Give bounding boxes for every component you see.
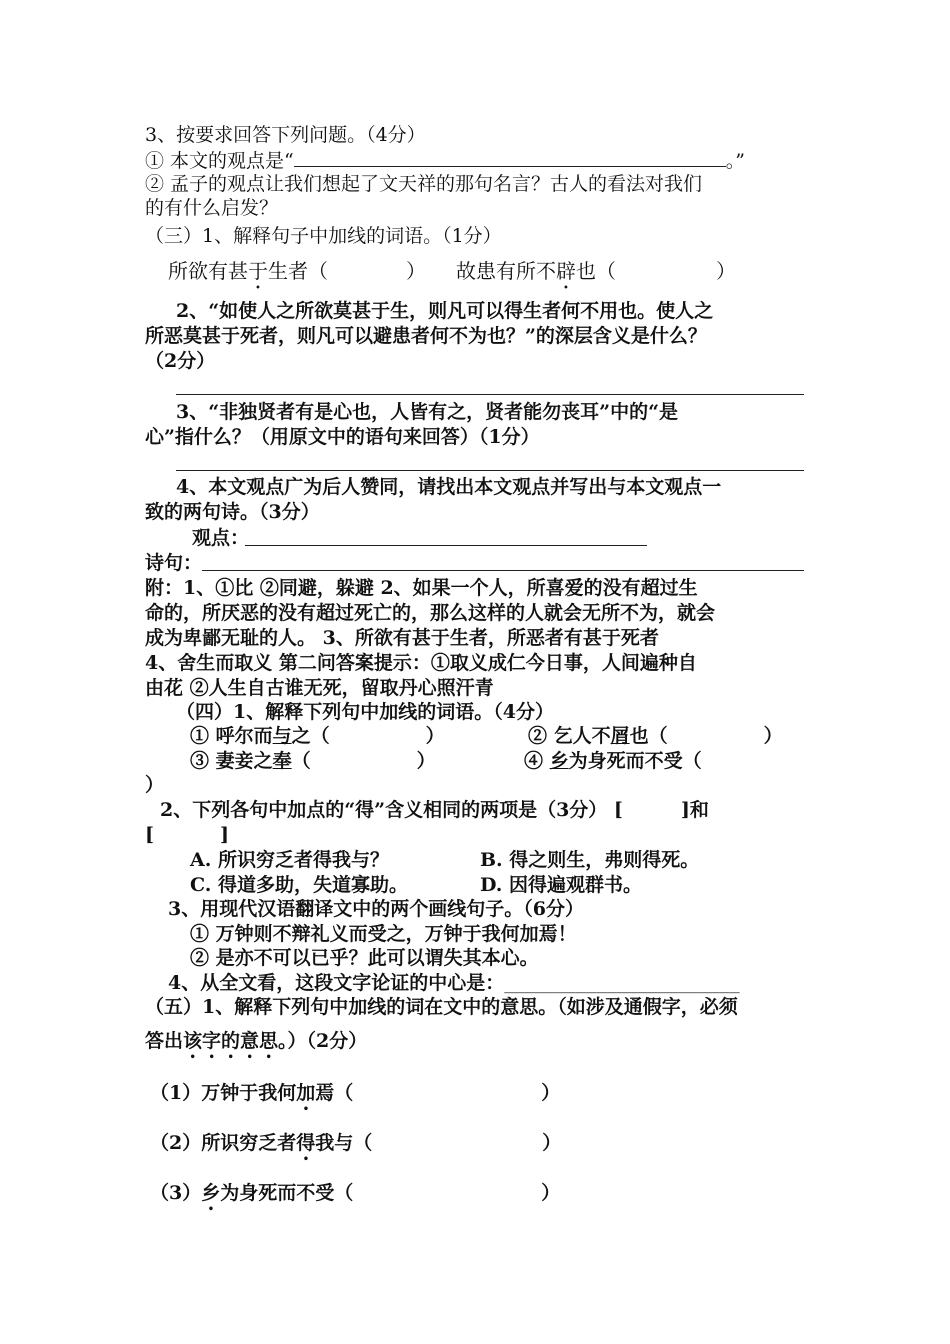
underlined-word: 屑 — [610, 725, 630, 747]
section-5-title-line2: 答出该字的意思。）（2分） — [145, 1030, 368, 1052]
section-3-q1-title: （三）1、解释句子中加线的词语。（1分） — [145, 225, 502, 247]
marked-word: 乡 — [201, 1182, 221, 1204]
section-3-q1-items: 所欲有甚于生者（ ） 故患有所不辟也（ ） — [168, 259, 736, 283]
answer-key-line1: 附：1、①比 ②同避，躲避 2、如果一个人，所喜爱的没有超过生 — [145, 577, 698, 599]
option-a: A. 所识穷乏者得我与？ — [190, 849, 389, 871]
section-3-q4-line1: 4、本文观点广为后人赞同，请找出本文观点并写出与本文观点一 — [176, 476, 722, 498]
section-4-q1-item-2: ② 乞人不屑也（ ） — [528, 725, 783, 747]
answer-key-line3: 成为卑鄙无耻的人。 3、所欲有甚于生者，所恶者有甚于死者 — [145, 627, 659, 649]
underlined-word: 乡 — [549, 750, 569, 772]
option-c: C. 得道多助，失道寡助。 — [190, 874, 409, 896]
answer-key-line5: 由花 ②人生自古谁无死，留取丹心照汗青 — [145, 677, 494, 699]
section-5-item-2: （2）所识穷乏者得我与（ ） — [150, 1132, 562, 1154]
section-4-q4: 4、从全文看，这段文字论证的中心是：_______________________ — [168, 972, 740, 994]
answer-blank[interactable] — [294, 150, 726, 167]
emphasized-text: 该字的意思 — [183, 1030, 279, 1052]
underlined-word: 与 — [272, 725, 292, 747]
section-4-q1-title: （四）1、解释下列句中加线的词语。（4分） — [176, 701, 554, 723]
answer-dashes[interactable]: _______________________ — [504, 974, 740, 994]
section-4-q3-sentence-2: ② 是亦不可以已乎？此可以谓失其本心。 — [190, 947, 539, 969]
section-3-q2-line2: 所恶莫甚于死者，则凡可以避患者何不为也？”的深层含义是什么？ — [145, 325, 707, 347]
viewpoint-answer-line[interactable] — [245, 545, 647, 546]
marked-word: 辟 — [556, 259, 576, 283]
section-3-q2-line3: （2分） — [145, 350, 216, 372]
section-4-q1-item-1: ① 呼尔而与之（ ） — [190, 725, 445, 747]
option-d: D. 因得遍观群书。 — [480, 874, 643, 896]
section-5-title-line1: （五）1、解释下列句中加线的词在文中的意思。（如涉及通假字，必须 — [145, 996, 738, 1018]
answer-key-line2: 命的，所厌恶的没有超过死亡的，那么这样的人就会无所不为，就会 — [145, 602, 716, 624]
section-5-item-1: （1）万钟于我何加焉（ ） — [150, 1082, 561, 1104]
section-4-q3-sentence-1: ① 万钟则不辩礼义而受之，万钟于我何加焉！ — [190, 923, 577, 945]
question-3-2-line2: 的有什么启发？ — [145, 197, 279, 219]
poem-label: 诗句： — [145, 552, 203, 574]
underlined-word: 奉 — [272, 750, 292, 772]
section-3-q2-line1: 2、“如使人之所欲莫甚于生，则凡可以得生者何不用也。使人之 — [176, 300, 714, 322]
question-3-1: ① 本文的观点是“ 。” — [145, 150, 745, 172]
marked-word: 加 — [296, 1082, 316, 1104]
option-b: B. 得之则生，弗则得死。 — [480, 849, 700, 871]
section-3-q3-line1: 3、“非独贤者有是心也，人皆有之，贤者能勿丧耳”中的“是 — [176, 401, 679, 423]
section-3-q3-line2: 心”指什么？（用原文中的语句来回答）（1分） — [145, 426, 540, 448]
marked-word: 于 — [248, 259, 268, 283]
question-3-2-line1: ② 孟子的观点让我们想起了文天祥的那句名言？古人的看法对我们 — [145, 173, 703, 195]
section-4-q1-item-4: ④ 乡为身死而不受（ — [524, 750, 702, 772]
poem-answer-line[interactable] — [202, 570, 804, 571]
section-5-item-3: （3）乡为身死而不受（ ） — [150, 1182, 561, 1204]
answer-line[interactable] — [176, 470, 804, 471]
section-3-q4-line2: 致的两句诗。（3分） — [145, 501, 320, 523]
section-4-q2-line2: [ ] — [145, 824, 229, 846]
question-3-title: 3、按要求回答下列问题。（4分） — [145, 124, 426, 146]
viewpoint-label: 观点： — [192, 527, 250, 549]
section-4-q3-title: 3、用现代汉语翻译文中的两个画线句子。（6分） — [168, 898, 584, 920]
answer-key-line4: 4、舍生而取义 第二问答案提示：①取义成仁今日事，人间遍种自 — [145, 652, 697, 674]
section-4-q1-item-3: ③ 妻妾之奉（ ） — [190, 750, 436, 772]
answer-line[interactable] — [176, 394, 804, 395]
marked-word: 得 — [296, 1132, 316, 1154]
section-4-q2-line1: 2、下列各句中加点的“得”含义相同的两项是（3分） [ ]和 — [160, 799, 709, 821]
section-4-q1-item-4-close: ） — [145, 774, 165, 796]
